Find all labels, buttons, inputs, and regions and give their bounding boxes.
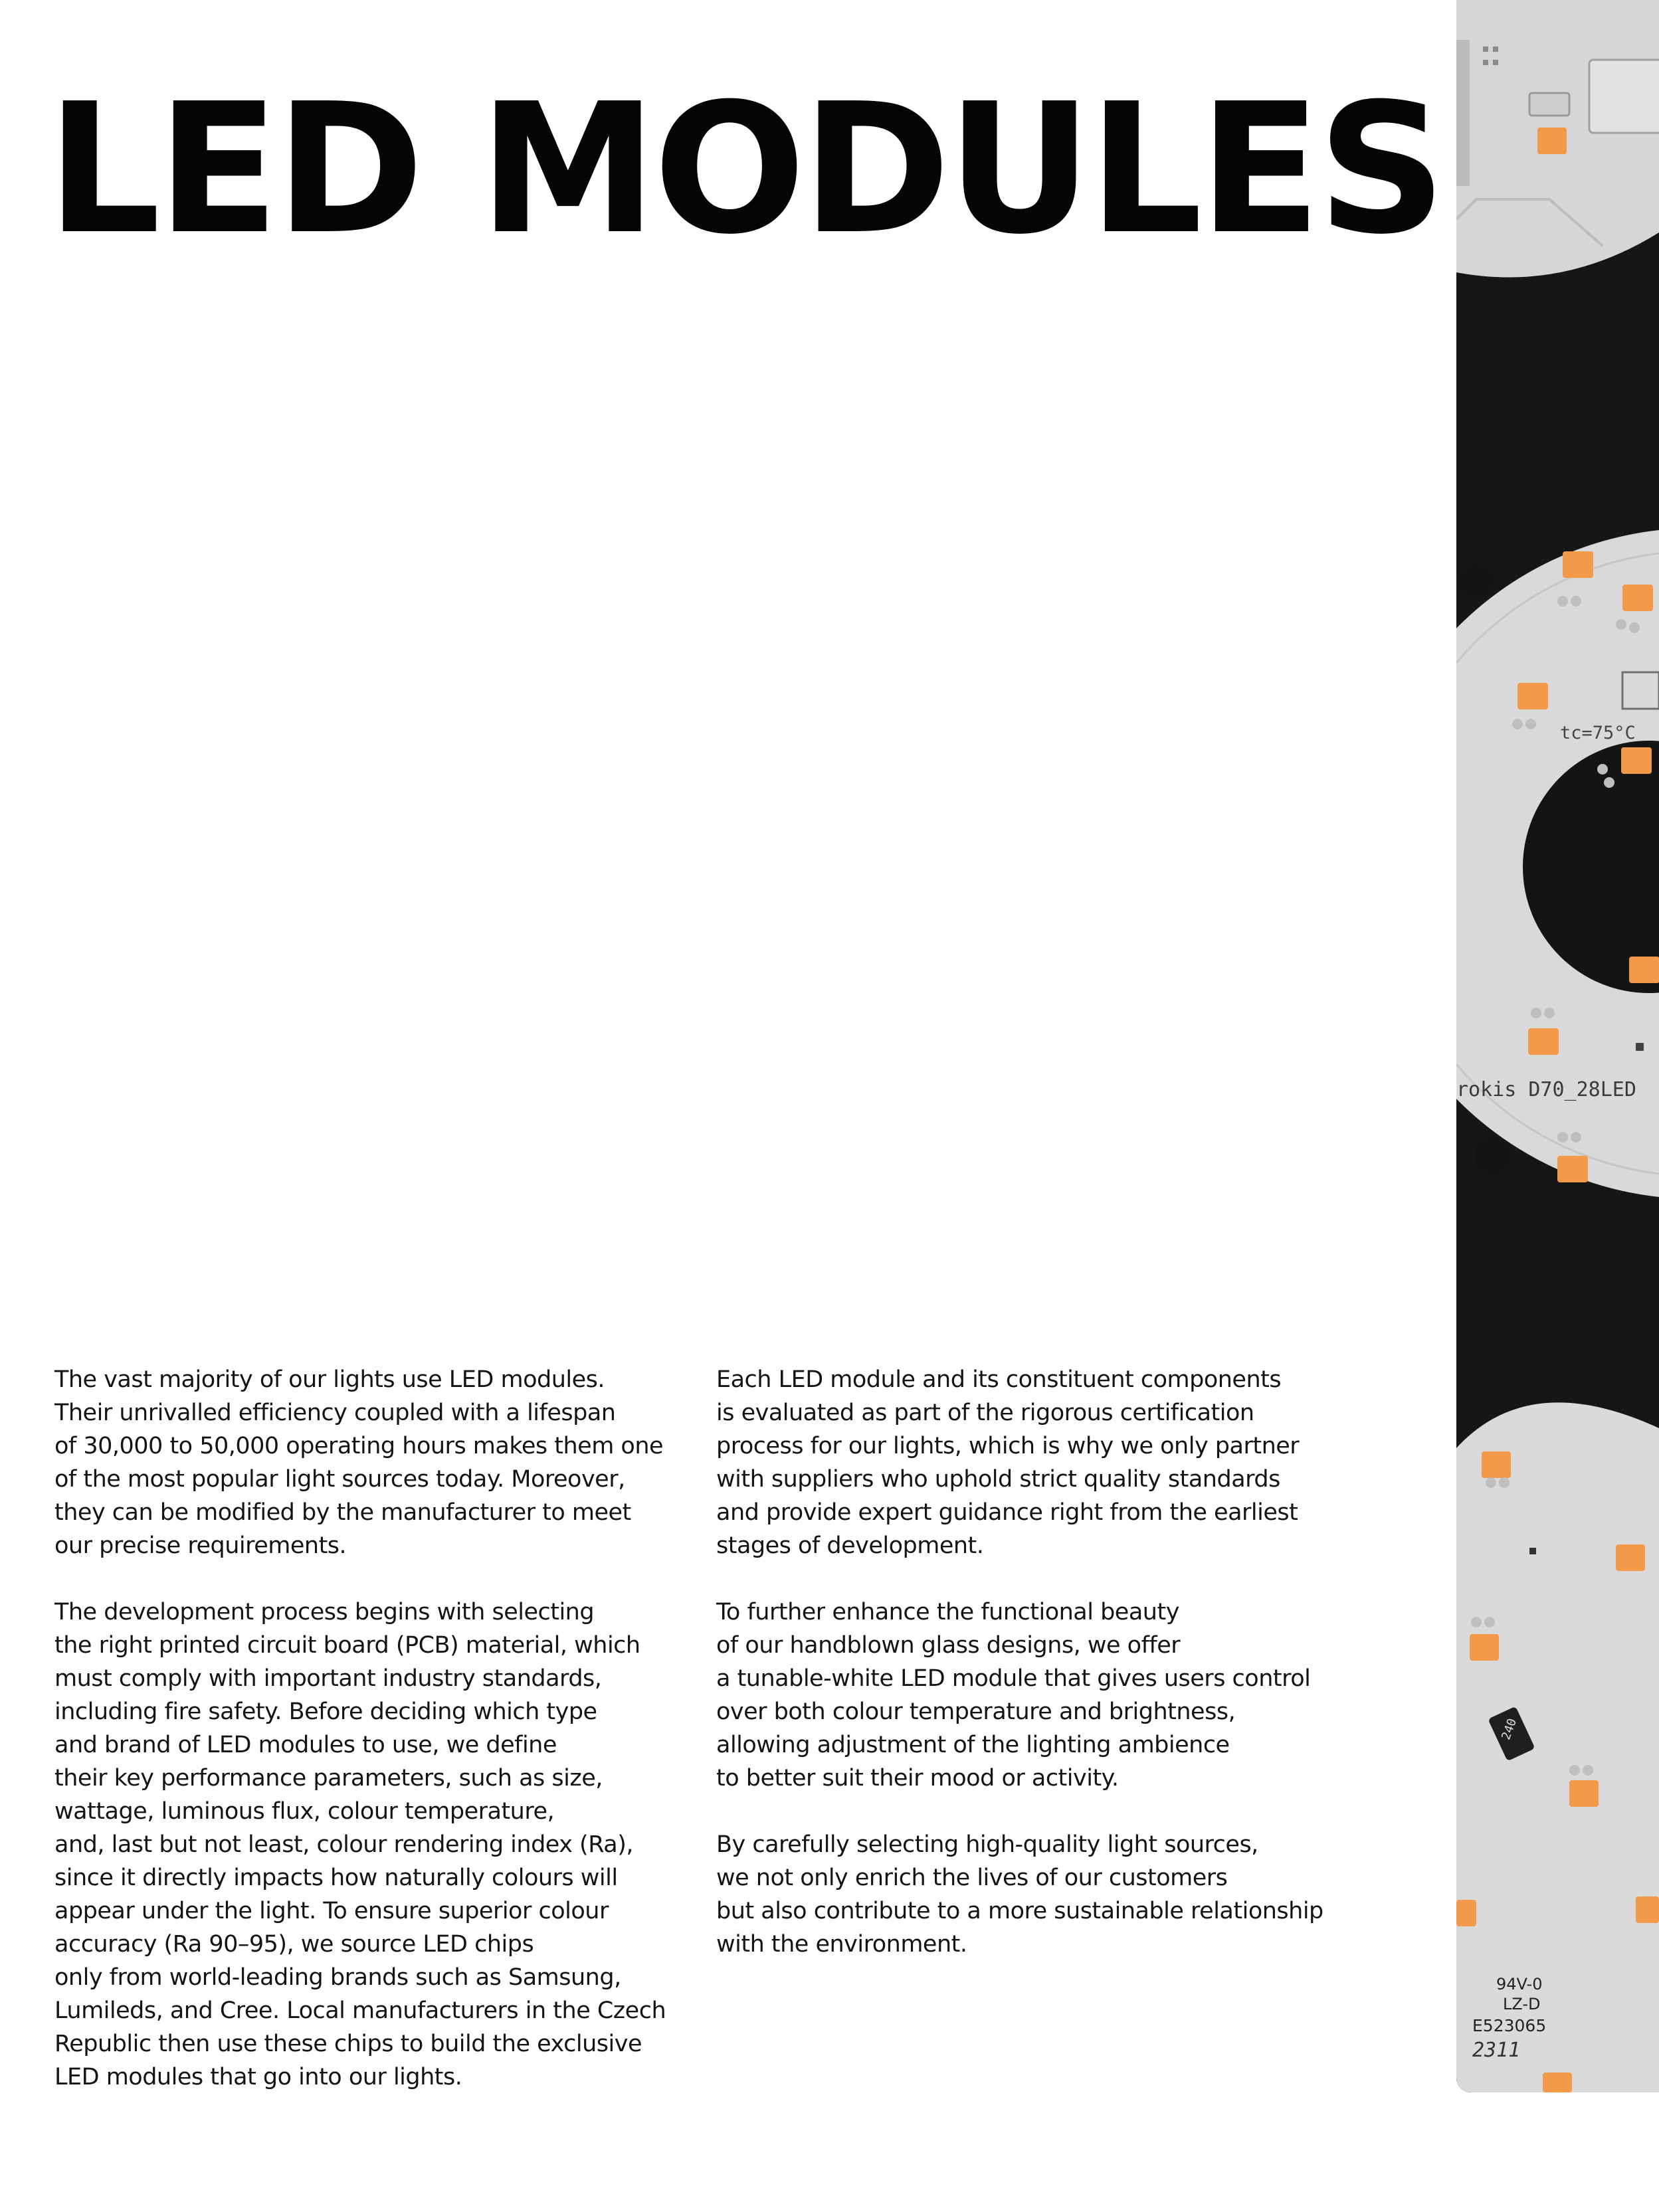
led-chip [1543,2073,1572,2092]
led-chip [1470,1634,1499,1661]
pcb-lz-label: LZ-D [1503,1995,1541,2013]
led-chip [1517,683,1548,709]
right-paragraph-2: To further enhance the functional beauty of our handblown glass designs, we offer a tunable-white LED module that gives users control over both colour temperature and brightness, allowing adjustment of the lighting ambience to better suit their mood or activity. [716,1599,1311,1792]
pcb-cert-label: E523065 [1472,2016,1547,2035]
left-paragraph-2: The development process begins with selecting the right printed circuit board (PCB) material, which must comply with important industry standards, including fire safety. Before deciding which type and brand of LED modules to use, we define their key performance parameters, such as size, wattage, luminous flux, colour temperature, and, last but not least, colour rendering index (Ra), since it directly impacts how naturally colours will appear under the light. To ensure superior colour accuracy (Ra 90–95), we source LED chips only from world-leading brands such as Samsung, Lumileds, and Cree. Local manufacturers in the Czech Republic then use these chips to build the exclusive LED modules that go into our lights. [54,1599,666,2090]
led-pcb-photo [1456,0,1659,2092]
led-chip [1569,1780,1599,1807]
led-chip [1482,1451,1511,1478]
top-pcb-board [1456,0,1659,278]
middle-pcb-ring [1456,528,1659,1199]
pcb-rating-label: 94V-0 [1496,1975,1543,1993]
bottom-pcb-board [1456,1402,1659,2092]
resistor-label: 240 [1499,1716,1520,1742]
led-chip [1563,551,1593,578]
right-text-column [716,1363,1354,1961]
led-chip [1622,585,1653,611]
led-chip [1616,1544,1645,1571]
left-text-column [54,1363,692,2094]
pcb-date-label: 2311 [1472,2039,1521,2062]
led-chip [1528,1028,1559,1055]
left-paragraph-1: The vast majority of our lights use LED modules. Their unrivalled efficiency coupled with a lifespan of 30,000 to 50,000 operating hours makes them one of the most popular light sources today. Moreover, they can be modified by the manufacturer to meet our precise requirements. [54,1366,664,1559]
led-chip [1621,747,1652,774]
led-chip [1629,957,1659,983]
pcb-model-label: rokis D70_28LED [1456,1078,1636,1101]
led-chip [1636,1896,1659,1923]
right-paragraph-3: By carefully selecting high-quality light sources, we not only enrich the lives of our customers but also contribute to a more sustainable relationship with the environment. [716,1831,1323,1958]
pcb-temp-label: tc=75°C [1560,723,1636,743]
led-chip [1557,1156,1588,1182]
right-paragraph-1: Each LED module and its constituent components is evaluated as part of the rigorous certification process for our lights, which is why we only partner with suppliers who uphold strict quality standards and provide expert guidance right from the earliest stages of development. [716,1366,1300,1559]
led-chip [1537,128,1567,154]
led-chip [1456,1900,1476,1926]
page-title: LED MODULES [47,64,1443,274]
pcb-illustration [1456,0,1659,2092]
